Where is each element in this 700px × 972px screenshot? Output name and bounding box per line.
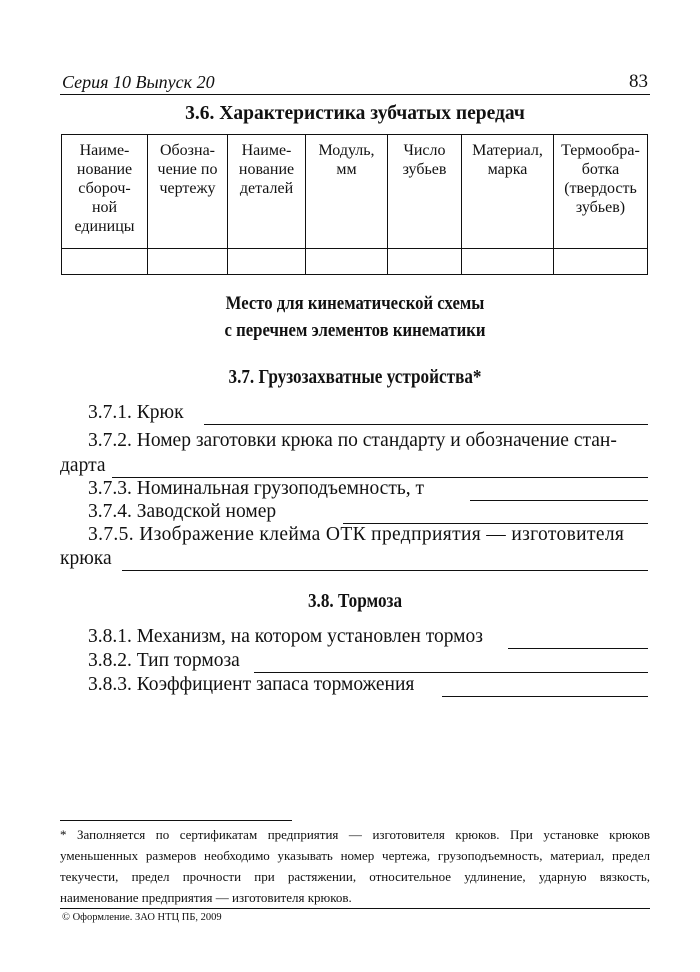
col-header-module: Модуль, мм: [306, 135, 388, 249]
table-cell[interactable]: [228, 249, 306, 275]
blank-number-label: 3.7.2. Номер заготовки крюка по стандарту и обозначение стан-: [88, 430, 617, 451]
standard-label: дарта: [60, 455, 106, 476]
brake-mechanism-input-line[interactable]: [508, 648, 648, 649]
kinematic-line-1: Место для кинематической схемы: [225, 293, 485, 314]
gear-characteristics-table: [61, 134, 648, 275]
brake-type-label: 3.8.2. Тип тормоза: [88, 650, 240, 671]
footer-rule: [60, 908, 650, 909]
qc-stamp-line: [60, 524, 650, 550]
footnote: * Заполняется по сертификатам предприятия — изготовителя крюков. При установке крюков уменьшенных размеров необходимо указывать номер чертежа, грузоподъемность, материал, предел текучести, предел прочности при растяжении, относительное удлинение, ударную вязкость, наименование предприятия — изготовителя крюков.: [60, 827, 650, 905]
table-header-row: [62, 135, 648, 249]
col-header-drawing-designation: Обозна- чение по чертежу: [148, 135, 228, 249]
rated-capacity-label: 3.7.3. Номинальная грузоподъемность, т: [88, 478, 425, 499]
col-header-heat-treatment: Термообра- ботка (твердость зубьев): [554, 135, 648, 249]
table-cell[interactable]: [462, 249, 554, 275]
hook-line: [60, 402, 650, 428]
kinematic-line-2: с перечнем элементов кинематики: [224, 320, 486, 341]
table-cell[interactable]: [148, 249, 228, 275]
braking-factor-line: [60, 674, 650, 700]
section-3-8-title: 3.8. Тормоза: [307, 591, 403, 612]
section-3-6-title: 3.6. Характеристика зубчатых передач: [185, 103, 525, 124]
col-header-assembly-unit: Наиме- нование сбороч- ной единицы: [62, 135, 148, 249]
series-title: Серия 10 Выпуск 20: [62, 72, 215, 92]
serial-number-label: 3.7.4. Заводской номер: [88, 501, 277, 522]
table-cell[interactable]: [62, 249, 148, 275]
table-cell[interactable]: [306, 249, 388, 275]
hook-input-line[interactable]: [204, 424, 648, 425]
braking-factor-input-line[interactable]: [442, 696, 648, 697]
brake-mechanism-line: [60, 626, 650, 652]
col-header-part-name: Наиме- нование деталей: [228, 135, 306, 249]
braking-factor-label: 3.8.3. Коэффициент запаса торможения: [88, 674, 415, 695]
running-header: [60, 70, 650, 95]
brake-type-line: [60, 650, 650, 676]
brake-type-input-line[interactable]: [254, 672, 648, 673]
brake-mechanism-label: 3.8.1. Механизм, на котором установлен тормоз: [88, 626, 483, 647]
table-cell[interactable]: [554, 249, 648, 275]
hook-maker-label: крюка: [60, 548, 112, 569]
table-cell[interactable]: [388, 249, 462, 275]
qc-stamp-label: 3.7.5. Изображение клейма ОТК предприятия — изготовителя: [88, 524, 625, 545]
page-number: 83: [629, 71, 648, 92]
table-row: [62, 249, 648, 275]
blank-number-line: [60, 430, 650, 456]
section-3-7-title: 3.7. Грузозахватные устройства*: [228, 367, 482, 388]
col-header-teeth-count: Число зубьев: [388, 135, 462, 249]
col-header-material: Материал, марка: [462, 135, 554, 249]
footnote-separator: [60, 820, 292, 821]
hook-label: 3.7.1. Крюк: [88, 402, 184, 423]
hook-maker-line: [60, 548, 650, 574]
hook-maker-input-line[interactable]: [122, 570, 648, 571]
kinematic-scheme-placeholder: [95, 290, 614, 344]
copyright: © Оформление. ЗАО НТЦ ПБ, 2009: [62, 912, 222, 923]
